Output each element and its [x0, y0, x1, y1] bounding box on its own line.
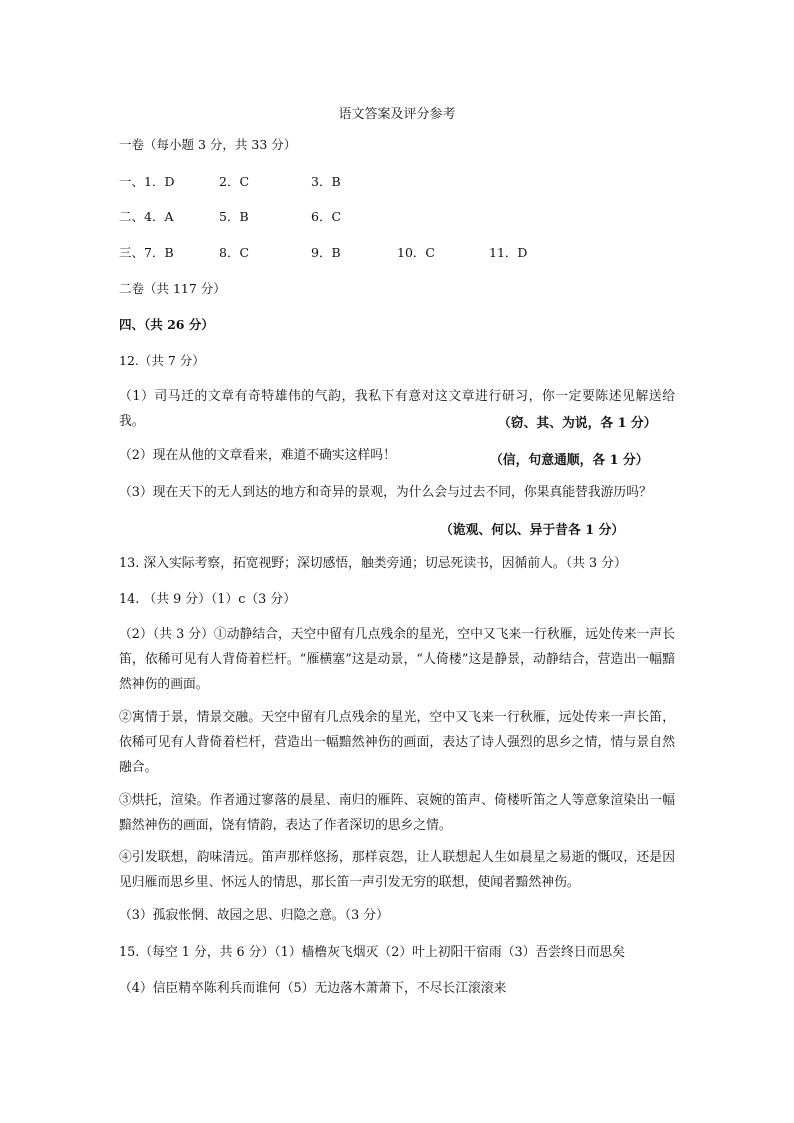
answer-6: 6．C — [311, 209, 342, 224]
answer-row-2 — [119, 211, 341, 224]
q14-answer-2-point-3: ③烘托，渲染。作者通过寥落的晨星、南归的雁阵、哀婉的笛声、倚楼听笛之人等意象渲染出一幅黯然神伤的画面，饶有情韵，表达了作者深切的思乡之情。 — [119, 793, 675, 833]
q12-answer-3-scoring: （诡观、何以、异于昔各 1 分） — [440, 523, 625, 538]
answer-row-3 — [119, 247, 527, 260]
section-header-juan1: 一卷（每小题 3 分，共 33 分） — [119, 137, 297, 152]
answer-3: 3．B — [311, 174, 341, 189]
answer-9: 9．B — [311, 245, 341, 260]
q14-header: 14. （共 9 分）（1）c（3 分） — [119, 592, 296, 607]
q15-answer-line-2: （4）信臣精卒陈利兵而谁何（5）无边落木萧萧下，不尽长江滚滚来 — [119, 981, 507, 996]
answer-2: 2．C — [219, 174, 250, 189]
section-header-si: 四、（共 26 分） — [119, 317, 214, 332]
answer-8: 8．C — [219, 245, 250, 260]
q12-answer-2: （2）现在从他的文章看来，难道不确实这样吗！ — [119, 448, 396, 463]
q12-answer-3: （3）现在天下的无人到达的地方和奇异的景观，为什么会与过去不同，你果真能替我游历吗？ — [119, 485, 652, 500]
q14-answer-3: （3）孤寂怅惘、故园之思、归隐之意。（3 分） — [119, 908, 389, 923]
q14-answer-2-point-4: ④引发联想，韵味清远。笛声那样悠扬，那样哀怨，让人联想起人生如晨星之易逝的慨叹，还是因见归雁而思乡里、怀远人的情思，那长笛一声引发无穷的联想，使闻者黯然神伤。 — [119, 850, 675, 890]
answer-5: 5．B — [219, 209, 249, 224]
answer-11: 11．D — [489, 245, 528, 260]
answer-7: 三、7．B — [119, 245, 174, 260]
q12-answer-2-scoring: （信，句意通顺，各 1 分） — [490, 453, 649, 468]
q12-header: 12.（共 7 分） — [119, 353, 205, 368]
answer-4: 二、4．A — [119, 209, 174, 224]
section-header-juan2: 二卷（共 117 分） — [119, 281, 226, 296]
answer-1: 一、1．D — [119, 174, 175, 189]
q14-answer-2-point-1: （2）（共 3 分）①动静结合，天空中留有几点残余的星光，空中又飞来一行秋雁，远处传来一声长笛，依稀可见有人背倚着栏杆。“雁横塞”这是动景，“人倚楼”这是静景，动静结合，营造出一幅黯然神伤的画面。 — [119, 627, 675, 692]
q15-answer-line-1: 15.（每空 1 分，共 6 分）（1）樯橹灰飞烟灭（2）叶上初阳干宿雨（3）吾尝终日而思矣 — [119, 945, 626, 960]
page-title: 语文答案及评分参考 — [338, 107, 456, 122]
q12-answer-1-scoring: （窃、其、为说，各 1 分） — [498, 416, 657, 431]
answer-10: 10．C — [397, 245, 435, 260]
q12-answer-1-text: （1）司马迁的文章有奇特雄伟的气韵，我私下有意对这文章进行研习，你一定要陈述见解送给我。 — [119, 389, 675, 429]
answer-row-1 — [119, 176, 341, 189]
q14-answer-2-point-2: ②寓情于景，情景交融。天空中留有几点残余的星光，空中又飞来一行秋雁，远处传来一声长笛，依稀可见有人背倚着栏杆，营造出一幅黯然神伤的画面，表达了诗人强烈的思乡之情，情与景自然融合。 — [119, 710, 675, 775]
q13-answer: 13. 深入实际考察，拓宽视野；深切感悟，触类旁通；切忌死读书，因循前人。（共 3 分） — [119, 556, 627, 571]
